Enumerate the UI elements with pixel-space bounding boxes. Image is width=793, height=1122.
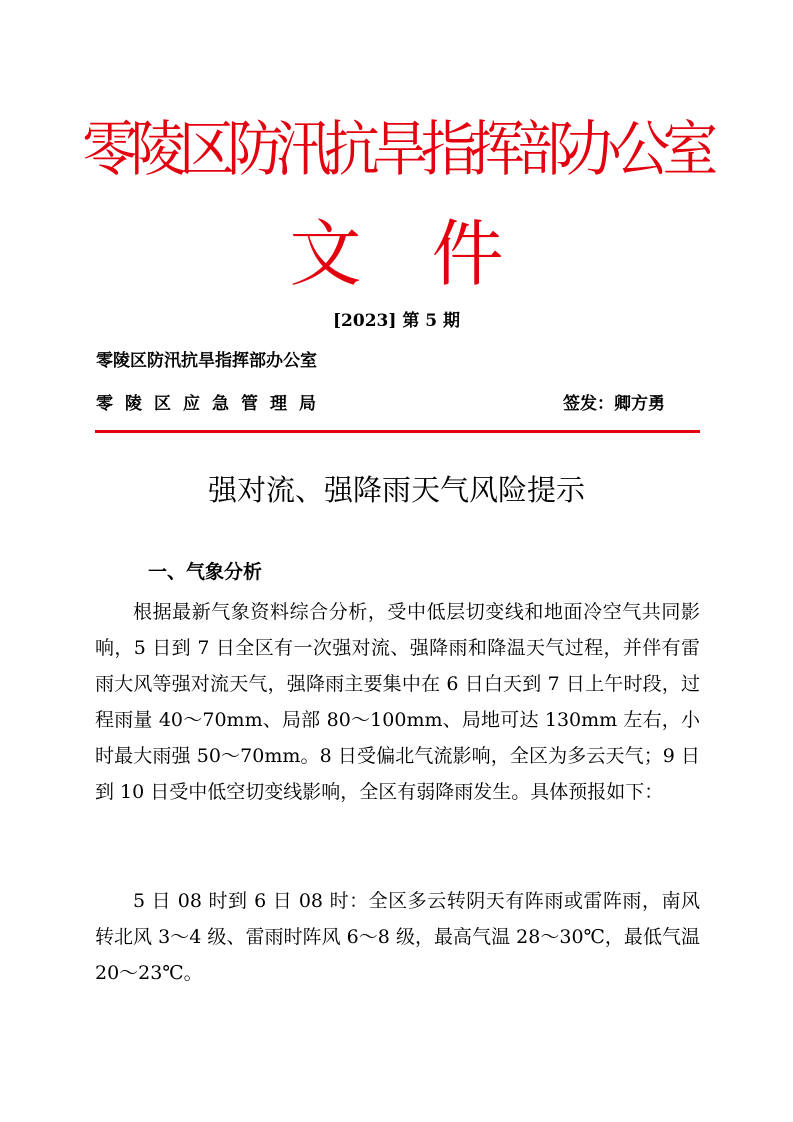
issuer-line-2: 零陵区应急管理局 <box>96 394 328 414</box>
red-divider-line <box>95 430 700 433</box>
body-paragraph-2: 5 日 08 时到 6 日 08 时：全区多云转阴天有阵雨或雷阵雨，南风转北风 3～4 级、雷雨时阵风 6～8 级，最高气温 28～30℃，最低气温 20～23℃。 <box>95 890 700 984</box>
issue-number: [2023] 第 5 期 <box>333 311 460 331</box>
body-paragraph-1: 根据最新气象资料综合分析，受中低层切变线和地面冷空气共同影响，5 日到 7 日全区有一次强对流、强降雨和降温天气过程，并伴有雷雨大风等强对流天气，强降雨主要集中在 6 日白天到 7 日上午时段，过程雨量 40～70mm、局部 80～100mm、局地可达 130mm 左右，小时最大雨强 50～70mm。8 日受偏北气流影响，全区为多云天气；9 日到 10 日受中低空切变线影响，全区有弱降雨发生。具体预报如下： <box>95 601 700 803</box>
document-word-header <box>0 206 793 302</box>
document-word-1: 文 <box>289 212 362 296</box>
document-title: 强对流、强降雨天气风险提示 <box>207 473 585 507</box>
issuer-line-1: 零陵区防汛抗旱指挥部办公室 <box>96 351 317 371</box>
signer: 签发：卿方勇 <box>563 394 665 414</box>
document-word-2: 件 <box>431 212 504 296</box>
section-heading: 一、气象分析 <box>148 561 263 583</box>
issuing-office-header: 零陵区防汛抗旱指挥部办公室 <box>82 115 711 185</box>
